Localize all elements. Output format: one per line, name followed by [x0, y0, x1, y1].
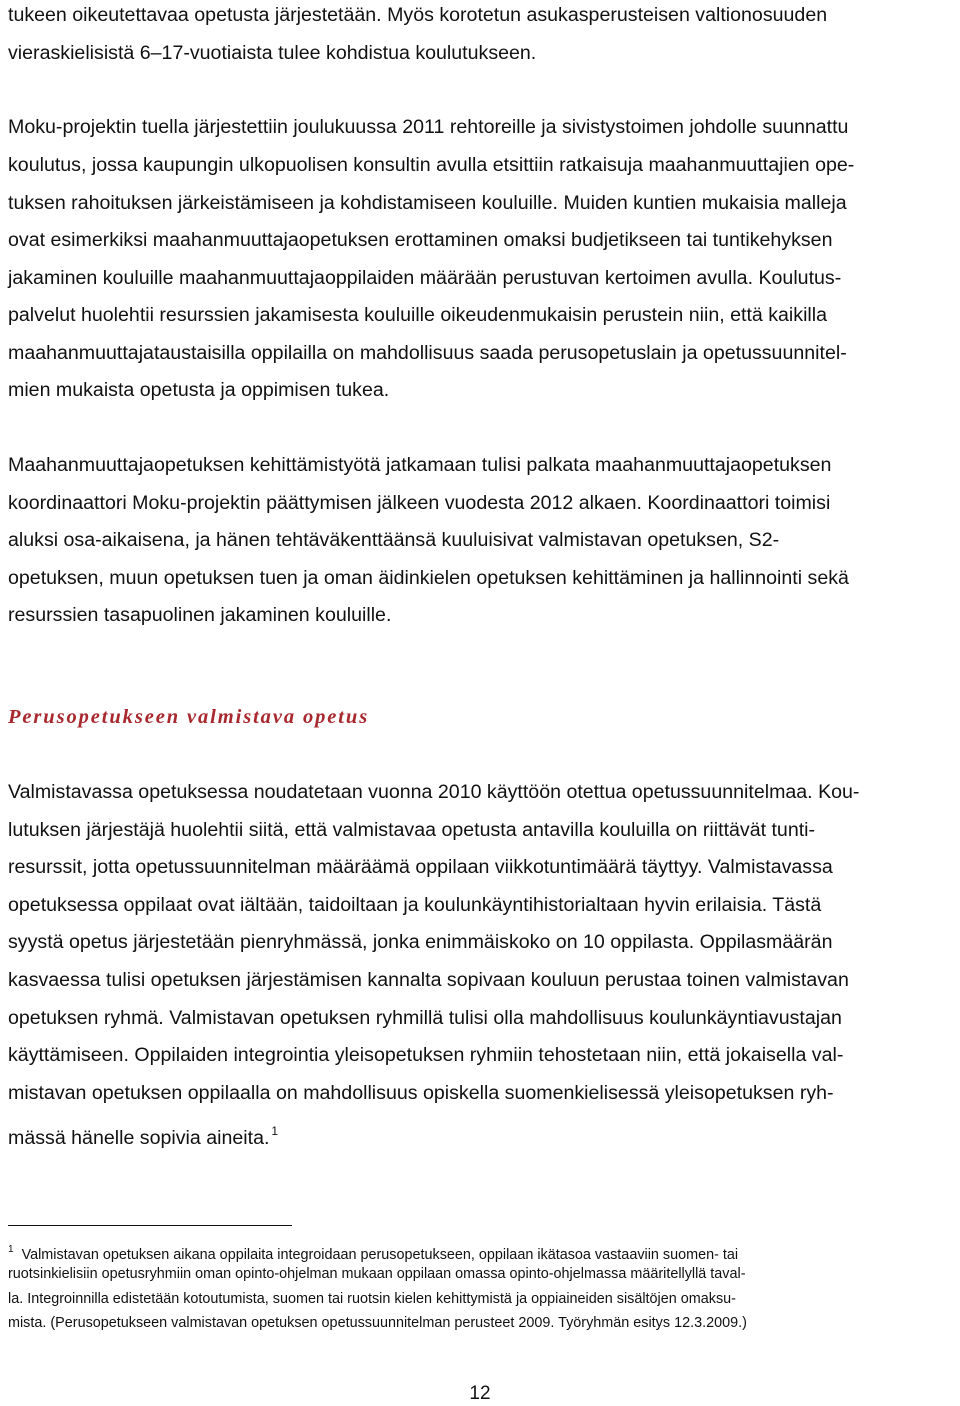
paragraph-line: mien mukaista opetusta ja oppimisen tukea. — [8, 379, 390, 401]
paragraph-line: opetuksessa oppilaat ovat iältään, taidoiltaan ja koulunkäyntihistorialtaan hyvin erilaisia. Tästä — [8, 894, 822, 916]
paragraph-line: maahanmuuttajataustaisilla oppilailla on mahdollisuus saada perusopetuslain ja opetussuunnitel- — [8, 342, 847, 364]
footnote-line: ruotsinkielisiin opetusryhmiin oman opinto-ohjelman mukaan oppilaan omassa opinto-ohjelmassa määritellyllä taval- — [8, 1266, 746, 1282]
paragraph-line: syystä opetus järjestetään pienryhmässä, jonka enimmäiskoko on 10 oppilasta. Oppilasmäärän — [8, 931, 833, 953]
paragraph-line: ovat esimerkiksi maahanmuuttajaopetuksen erottaminen omaksi budjetikseen tai tuntikehyksen — [8, 229, 833, 251]
paragraph-line: resurssien tasapuolinen jakaminen kouluille. — [8, 604, 392, 626]
footnote-line: la. Integroinnilla edistetään kotoutumista, suomen tai ruotsin kielen kehittymistä ja oppiaineiden sisältöjen omaksu- — [8, 1291, 736, 1307]
paragraph-line: Valmistavassa opetuksessa noudatetaan vuonna 2010 käyttöön otettua opetussuunnitelmaa. Kou- — [8, 781, 860, 803]
paragraph-line: opetuksen, muun opetuksen tuen ja oman äidinkielen opetuksen kehittäminen ja hallinnointi sekä — [8, 567, 849, 589]
paragraph-line: koulutus, jossa kaupungin ulkopuolisen konsultin avulla etsittiin ratkaisuja maahanmuuttajien ope- — [8, 154, 855, 176]
page-number: 12 — [469, 1383, 491, 1404]
paragraph-line: tuksen rahoituksen järkeistämiseen ja kohdistamiseen kouluille. Muiden kuntien mukaisia malleja — [8, 192, 847, 214]
paragraph-line: tukeen oikeutettavaa opetusta järjestetään. Myös korotetun asukasperusteisen valtionosuuden — [8, 4, 828, 26]
paragraph-line: käyttämiseen. Oppilaiden integrointia yleisopetuksen ryhmiin tehostetaan niin, että jokaisella val- — [8, 1044, 844, 1066]
paragraph-line: Maahanmuuttajaopetuksen kehittämistyötä jatkamaan tulisi palkata maahanmuuttajaopetuksen — [8, 454, 832, 476]
paragraph-line: Moku-projektin tuella järjestettiin joulukuussa 2011 rehtoreille ja sivistystoimen johdolle suunnattu — [8, 116, 849, 138]
paragraph-line: resurssit, jotta opetussuunnitelman määräämä oppilaan viikkotuntimäärä täyttyy. Valmistavassa — [8, 856, 833, 878]
footnote-line: mista. (Perusopetukseen valmistavan opetuksen opetussuunnitelman perusteet 2009. Työryhmän esitys 12.3.2009.) — [8, 1315, 747, 1331]
paragraph-line-text: mässä hänelle sopivia aineita. — [8, 1127, 270, 1149]
footnote-line-text: Valmistavan opetuksen aikana oppilaita integroidaan perusopetukseen, oppilaan ikätasoa vastaaviin suomen- tai — [21, 1247, 739, 1263]
paragraph-line: jakaminen kouluille maahanmuuttajaoppilaiden määrään perustuvan kertoimen avulla. Koulutus- — [8, 267, 842, 289]
paragraph-last-line — [8, 1119, 278, 1150]
paragraph-line: mistavan opetuksen oppilaalla on mahdollisuus opiskella suomenkielisessä yleisopetuksen ryh- — [8, 1082, 834, 1104]
paragraph-line: kasvaessa tulisi opetuksen järjestämisen kannalta sopivaan kouluun perustaa toinen valmistavan — [8, 969, 849, 991]
footnote-line — [8, 1240, 738, 1265]
footnote-separator — [8, 1225, 292, 1226]
paragraph-line: koordinaattori Moku-projektin päättymisen jälkeen vuodesta 2012 alkaen. Koordinaattori toimisi — [8, 492, 831, 514]
paragraph-line: opetuksen ryhmä. Valmistavan opetuksen ryhmillä tulisi olla mahdollisuus koulunkäyntiavustajan — [8, 1007, 842, 1029]
paragraph-line: aluksi osa-aikaisena, ja hänen tehtäväkenttäänsä kuuluisivat valmistavan opetuksen, S2- — [8, 529, 780, 551]
paragraph-line: vieraskielisistä 6–17-vuotiaista tulee kohdistua koulutukseen. — [8, 42, 537, 64]
paragraph-line: palvelut huolehtii resurssien jakamisesta kouluille oikeudenmukaisin perustein niin, että kaikilla — [8, 304, 828, 326]
footnote-reference[interactable]: 1 — [271, 1124, 279, 1138]
section-heading: Perusopetukseen valmistava opetus — [8, 706, 370, 728]
footnote-marker: 1 — [8, 1244, 14, 1255]
paragraph-line: lutuksen järjestäjä huolehtii siitä, että valmistavaa opetusta antavilla kouluilla on riittävät tunti- — [8, 819, 816, 841]
